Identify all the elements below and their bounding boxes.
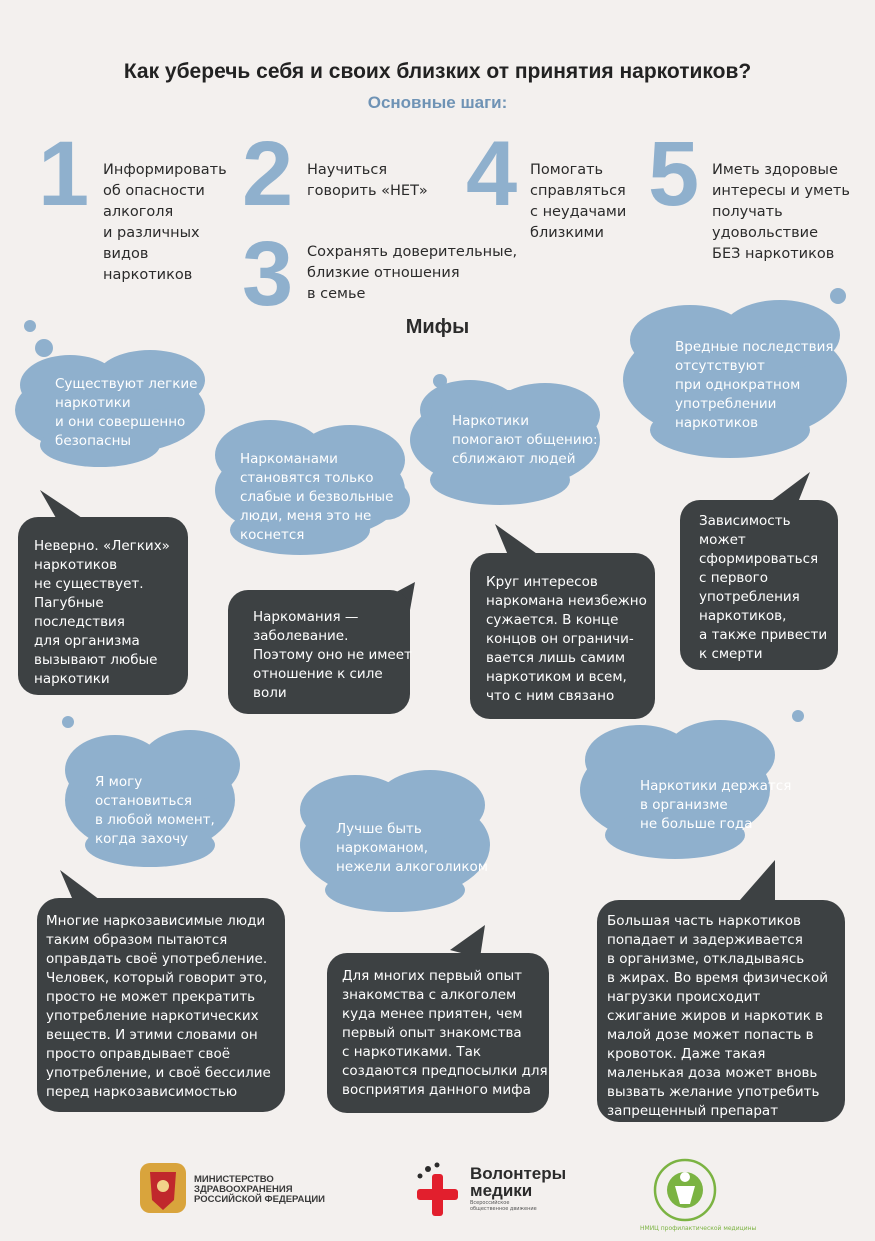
- myth-text-1: Существуют легкие наркотики и они совершенно безопасны: [55, 376, 198, 449]
- step-text-1: Информировать об опасности алкоголя и различных видов наркотиков: [103, 162, 227, 283]
- myth-text-2: Наркоманами становятся только слабые и безвольные люди, меня это не коснется: [240, 451, 394, 543]
- step-number-3: 3: [242, 223, 294, 325]
- fact-text-2: Наркомания — заболевание. Поэтому оно не имеет отношение к силе воли: [253, 609, 412, 701]
- myths-title: Мифы: [405, 316, 470, 338]
- fact-text-4: Зависимость может сформироваться с первого употребления наркотиков, а также привести к смерти: [699, 513, 828, 662]
- myth-text-6: Лучше быть наркоманом, нежели алкоголиком: [336, 821, 488, 875]
- volunteers-logo-icon: [417, 1163, 458, 1217]
- step-text-2: Научиться говорить «НЕТ»: [307, 162, 428, 199]
- step-number-5: 5: [648, 123, 700, 225]
- fact-text-7: Большая часть наркотиков попадает и задерживается в организме, откладываясь в жирах. Во время физической нагрузки происходит сжигание жиров и наркотик в малой дозе может попасть в кровоток. Даже такая маленькая доза может вновь вызвать желание употребить запрещенный препарат: [607, 913, 828, 1119]
- step-number-4: 4: [466, 123, 518, 225]
- ministry-emblem-icon: [140, 1163, 186, 1213]
- step-text-3: Сохранять доверительные, близкие отношения в семье: [307, 244, 518, 302]
- myth-text-3: Наркотики помогают общению: сближают людей: [452, 413, 598, 467]
- nmic-name: НМИЦ профилактической медицины: [640, 1225, 757, 1232]
- myth-text-4: Вредные последствия отсутствуют при однократном употреблении наркотиков: [675, 339, 834, 431]
- steps-subtitle: Основные шаги:: [367, 93, 508, 112]
- step-number-2: 2: [242, 123, 294, 225]
- volunteers-name: Волонтеры медики: [470, 1164, 567, 1200]
- myth-text-5: Я могу остановиться в любой момент, когда захочу: [95, 774, 215, 847]
- step-text-4: Помогать справляться с неудачами близкими: [530, 162, 627, 241]
- fact-text-1: Неверно. «Легких» наркотиков не существует. Пагубные последствия для организма вызывают любые наркотики: [34, 538, 170, 687]
- step-text-5: Иметь здоровые интересы и уметь получать удовольствие БЕЗ наркотиков: [712, 162, 850, 262]
- volunteers-subtitle: Всероссийское общественное движение: [470, 1200, 537, 1212]
- nmic-logo-icon: [655, 1160, 715, 1220]
- myth-text-7: Наркотики держатся в организме не больше года: [640, 778, 792, 832]
- step-number-1: 1: [38, 123, 90, 225]
- fact-text-6: Для многих первый опыт знакомства с алкоголем куда менее приятен, чем первый опыт знакомства с наркотиками. Так создаются предпосылки для восприятия данного мифа: [342, 968, 548, 1098]
- page-title: Как уберечь себя и своих близких от принятия наркотиков?: [123, 60, 752, 83]
- fact-text-3: Круг интересов наркомана неизбежно сужается. В конце концов он ограничи- вается лишь самим наркотиком и всем, что с ним связано: [486, 574, 647, 704]
- fact-text-5: Многие наркозависимые люди таким образом пытаются оправдать своё употребление. Человек, который говорит это, просто не может прекратить употребление наркотических веществ. И этими словами он просто оправдывает своё употребление, и своё бессилие перед наркозависимостью: [46, 913, 271, 1100]
- ministry-name: МИНИСТЕРСТВО ЗДРАВООХРАНЕНИЯ РОССИЙСКОЙ ФЕДЕРАЦИИ: [194, 1174, 326, 1205]
